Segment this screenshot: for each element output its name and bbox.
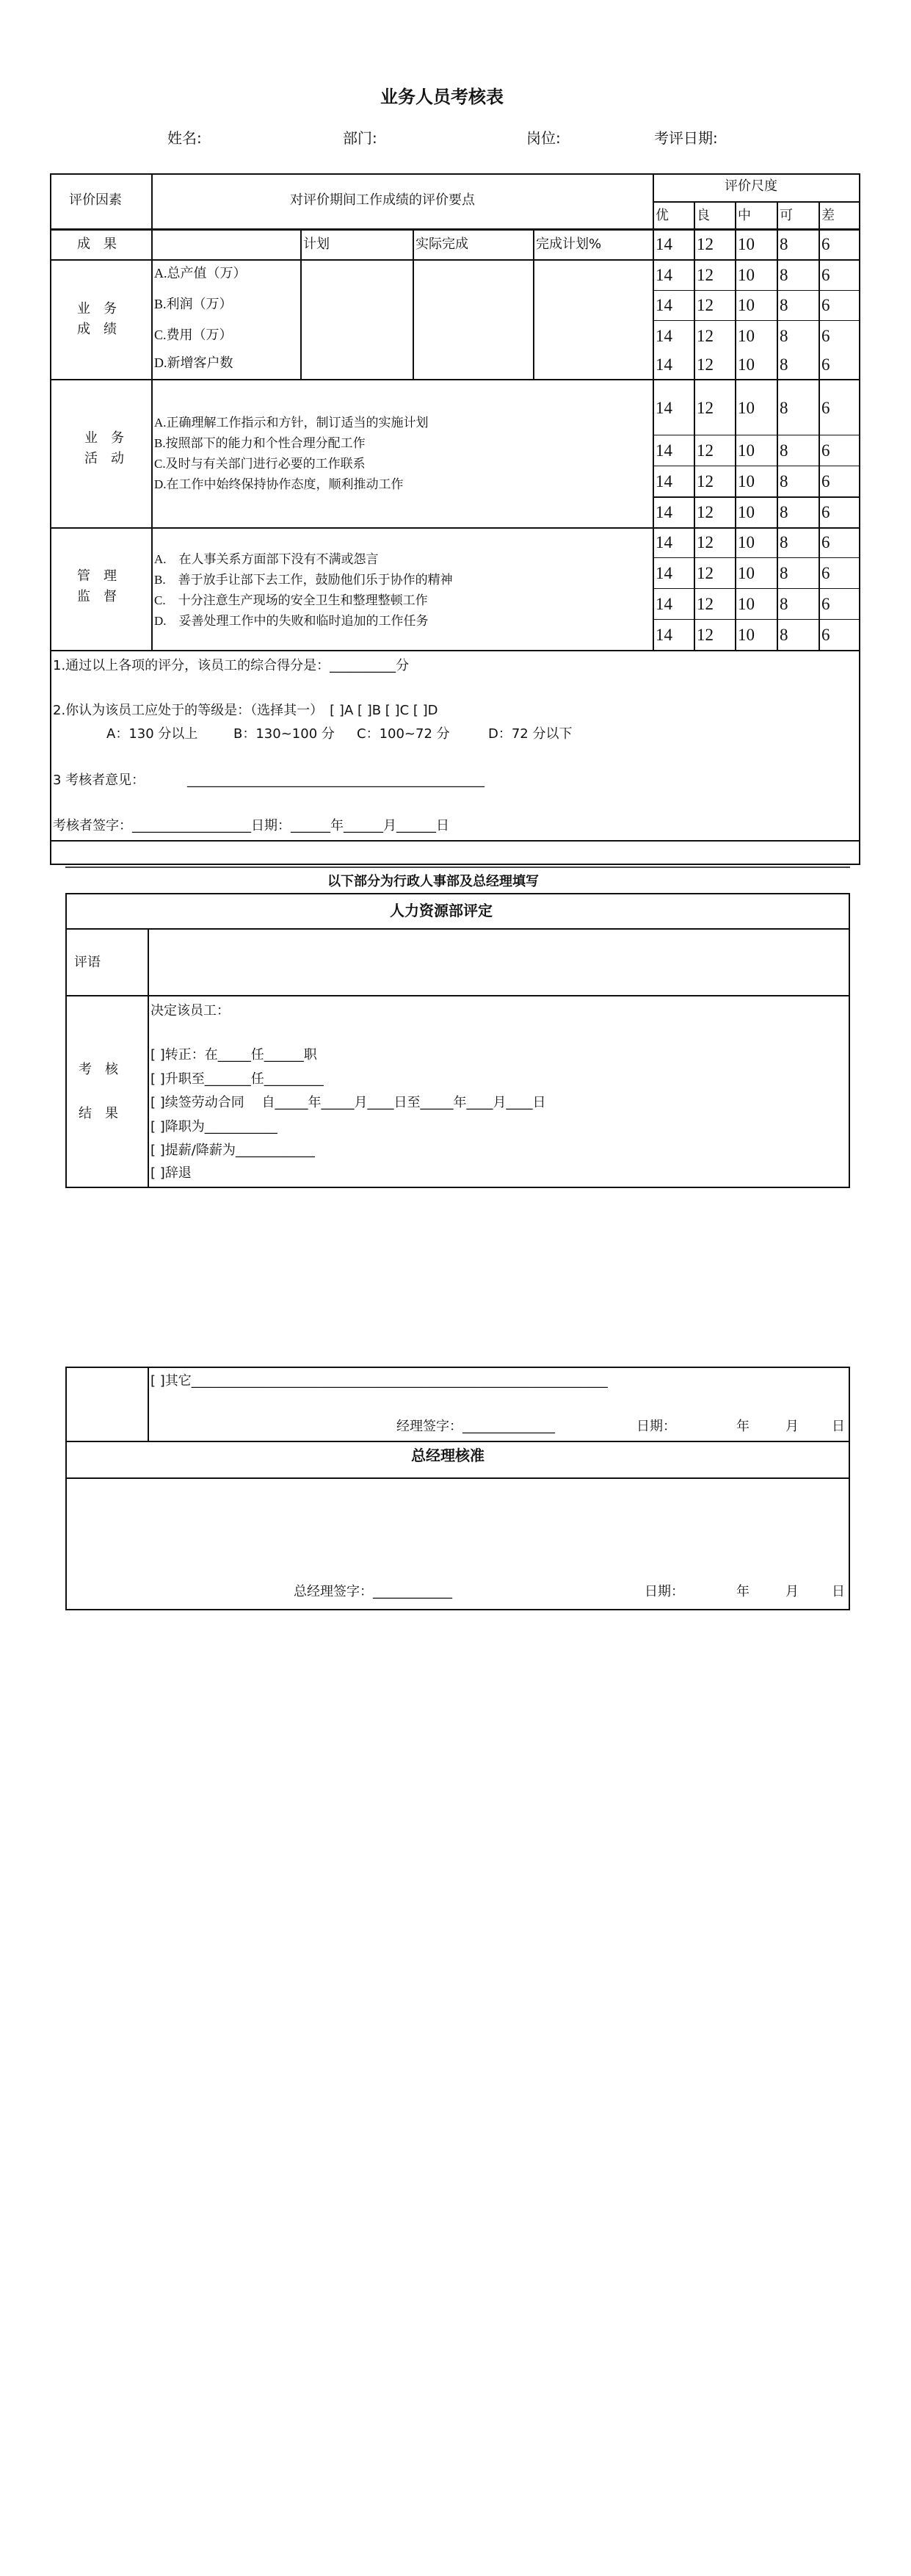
- score-cell[interactable]: 14: [656, 266, 672, 284]
- score-cell[interactable]: 6: [821, 533, 830, 551]
- score-cell[interactable]: 12: [697, 472, 714, 491]
- score-cell[interactable]: 14: [656, 503, 672, 521]
- scale-level-fair: 可: [780, 208, 793, 223]
- score-cell[interactable]: 12: [697, 564, 714, 582]
- grade-b-range: B：130~100 分: [233, 726, 335, 742]
- score-cell[interactable]: 14: [656, 472, 672, 491]
- management-item: A. 在人事关系方面部下没有不满或怨言: [154, 552, 379, 566]
- score-cell[interactable]: 10: [738, 626, 755, 644]
- performance-item: C.费用（万）: [154, 328, 233, 342]
- performance-item: B.利润（万）: [154, 297, 233, 311]
- header-factor: 评价因素: [69, 192, 122, 208]
- total-score-question[interactable]: 1.通过以上各项的评分，该员工的综合得分是：__________分: [53, 658, 410, 673]
- reviewer-opinion-field[interactable]: _____________________________________________: [187, 773, 484, 788]
- score-cell[interactable]: 6: [821, 355, 830, 374]
- score-cell[interactable]: 10: [738, 399, 755, 417]
- option-demote[interactable]: [ ]降职为___________: [150, 1119, 277, 1135]
- score-cell[interactable]: 10: [738, 472, 755, 491]
- performance-label-line2: 成 绩: [77, 322, 117, 337]
- page-title: 业务人员考核表: [380, 86, 504, 107]
- activity-item: A.正确理解工作指示和方针，制订适当的实施计划: [154, 416, 429, 430]
- reviewer-signature-line[interactable]: 考核者签字：__________________日期：______年______月______日: [53, 818, 449, 833]
- activity-item: C.及时与有关部门进行必要的工作联系: [154, 457, 366, 471]
- option-salary-change[interactable]: [ ]提薪/降薪为____________: [150, 1143, 315, 1158]
- manager-date-day: 日: [832, 1419, 845, 1434]
- manager-date-month: 月: [785, 1419, 799, 1434]
- score-cell[interactable]: 12: [697, 626, 714, 644]
- management-label-line2: 监 督: [77, 589, 117, 604]
- gm-date-label: 日期：: [645, 1584, 684, 1599]
- comment-label: 评语: [74, 955, 101, 970]
- name-label: 姓名:: [167, 129, 202, 147]
- score-cell[interactable]: 14: [656, 564, 672, 582]
- activity-item: B.按照部下的能力和个性合理分配工作: [154, 436, 366, 450]
- management-item: C. 十分注意生产现场的安全卫生和整理整顿工作: [154, 593, 428, 607]
- score-cell[interactable]: 14: [656, 533, 672, 551]
- management-label-line1: 管 理: [77, 568, 117, 584]
- score-cell[interactable]: 8: [780, 235, 788, 253]
- scale-level-poor: 差: [821, 208, 835, 223]
- header-scale: 评价尺度: [725, 178, 777, 194]
- result-label-line2: 结 果: [79, 1106, 118, 1121]
- gm-section-title: 总经理核准: [411, 1447, 484, 1464]
- score-cell[interactable]: 10: [738, 327, 755, 345]
- score-cell[interactable]: 14: [656, 626, 672, 644]
- option-confirm-regular[interactable]: [ ]转正：在_____任______职: [150, 1047, 317, 1063]
- gm-date-month: 月: [785, 1584, 799, 1599]
- comment-field[interactable]: [150, 931, 847, 994]
- score-cell[interactable]: 6: [821, 235, 830, 253]
- position-label: 岗位:: [526, 129, 561, 147]
- score-cell[interactable]: 14: [656, 595, 672, 613]
- score-cell[interactable]: 14: [656, 235, 672, 253]
- score-cell[interactable]: 12: [697, 399, 714, 417]
- score-cell[interactable]: 10: [738, 355, 755, 374]
- score-cell[interactable]: 8: [780, 355, 788, 374]
- score-cell[interactable]: 12: [697, 327, 714, 345]
- score-cell[interactable]: 6: [821, 399, 830, 417]
- header-evaluation-points: 对评价期间工作成绩的评价要点: [290, 192, 475, 208]
- scale-level-good: 良: [697, 208, 710, 223]
- score-cell[interactable]: 14: [656, 296, 672, 314]
- score-cell[interactable]: 8: [780, 503, 788, 521]
- score-cell[interactable]: 12: [697, 296, 714, 314]
- score-cell[interactable]: 12: [697, 266, 714, 284]
- score-cell[interactable]: 10: [738, 503, 755, 521]
- score-cell[interactable]: 6: [821, 441, 830, 460]
- score-cell[interactable]: 10: [738, 595, 755, 613]
- score-cell[interactable]: 10: [738, 564, 755, 582]
- scale-level-medium: 中: [738, 208, 751, 223]
- manager-date-label: 日期：: [636, 1419, 676, 1434]
- score-cell[interactable]: 10: [738, 235, 755, 253]
- score-cell[interactable]: 12: [697, 355, 714, 374]
- grade-c-range: C：100~72 分: [357, 726, 450, 742]
- management-item: B. 善于放手让部下去工作，鼓励他们乐于协作的精神: [154, 573, 453, 587]
- performance-item: A.总产值（万）: [154, 266, 247, 281]
- option-other[interactable]: [ ]其它_______________________________________________________________: [150, 1373, 608, 1389]
- result-label-line1: 考 核: [79, 1062, 118, 1077]
- percent-column-header: 完成计划%: [536, 236, 602, 252]
- performance-label-line1: 业 务: [77, 301, 117, 316]
- score-cell[interactable]: 6: [821, 595, 830, 613]
- review-date-label: 考评日期:: [654, 129, 718, 147]
- gm-approval-field[interactable]: [68, 1480, 847, 1576]
- score-cell[interactable]: 12: [697, 235, 714, 253]
- grade-d-range: D：72 分以下: [488, 726, 573, 742]
- option-renew-contract[interactable]: [ ]续签劳动合同 自_____年_____月____日至_____年____月____日: [150, 1095, 546, 1110]
- score-cell[interactable]: 14: [656, 441, 672, 460]
- score-cell[interactable]: 8: [780, 399, 788, 417]
- score-cell[interactable]: 8: [780, 441, 788, 460]
- score-cell[interactable]: 8: [780, 296, 788, 314]
- score-cell[interactable]: 14: [656, 355, 672, 374]
- plan-column-header: 计划: [303, 236, 330, 252]
- gm-date-day: 日: [832, 1584, 845, 1599]
- score-cell[interactable]: 6: [821, 626, 830, 644]
- score-cell[interactable]: 12: [697, 503, 714, 521]
- score-cell[interactable]: 6: [821, 564, 830, 582]
- score-cell[interactable]: 10: [738, 533, 755, 551]
- score-cell[interactable]: 8: [780, 595, 788, 613]
- score-cell[interactable]: 8: [780, 472, 788, 491]
- activity-item: D.在工作中始终保持协作态度，顺利推动工作: [154, 477, 404, 491]
- section-divider: [65, 866, 850, 868]
- score-cell[interactable]: 12: [697, 533, 714, 551]
- performance-item: D.新增客户数: [154, 355, 233, 370]
- score-cell[interactable]: 8: [780, 564, 788, 582]
- section-note: 以下部分为行政人事部及总经理填写: [327, 874, 539, 889]
- score-cell[interactable]: 6: [821, 266, 830, 284]
- score-cell[interactable]: 10: [738, 266, 755, 284]
- score-cell[interactable]: 14: [656, 399, 672, 417]
- score-cell[interactable]: 6: [821, 327, 830, 345]
- score-cell[interactable]: 8: [780, 266, 788, 284]
- result-row-label: 成 果: [77, 236, 117, 252]
- score-cell[interactable]: 6: [821, 503, 830, 521]
- score-cell[interactable]: 8: [780, 533, 788, 551]
- score-cell[interactable]: 12: [697, 595, 714, 613]
- activity-label-line2: 活 动: [84, 451, 124, 466]
- manager-date-year: 年: [736, 1419, 750, 1434]
- hr-section-title: 人力资源部评定: [390, 902, 493, 919]
- score-cell[interactable]: 12: [697, 441, 714, 460]
- score-cell[interactable]: 14: [656, 327, 672, 345]
- manager-signature[interactable]: 经理签字：______________: [396, 1419, 555, 1434]
- score-cell[interactable]: 10: [738, 441, 755, 460]
- reviewer-opinion-label: 3 考核者意见：: [53, 773, 145, 788]
- department-label: 部门:: [343, 129, 377, 147]
- option-dismiss[interactable]: [ ]辞退: [150, 1165, 192, 1181]
- gm-signature[interactable]: 总经理签字：____________: [294, 1584, 452, 1599]
- score-cell[interactable]: 6: [821, 472, 830, 491]
- score-cell[interactable]: 8: [780, 327, 788, 345]
- gm-date-year: 年: [736, 1584, 750, 1599]
- score-cell[interactable]: 8: [780, 626, 788, 644]
- score-cell[interactable]: 10: [738, 296, 755, 314]
- decision-label: 决定该员工：: [150, 1003, 230, 1019]
- scale-level-excellent: 优: [656, 208, 669, 223]
- actual-column-header: 实际完成: [415, 236, 468, 252]
- grade-a-range: A：130 分以上: [106, 726, 198, 742]
- management-item: D. 妥善处理工作中的失败和临时追加的工作任务: [154, 614, 429, 628]
- option-promote[interactable]: [ ]升职至_______任_________: [150, 1071, 324, 1087]
- activity-label-line1: 业 务: [84, 430, 124, 446]
- grade-question[interactable]: 2.你认为该员工应处于的等级是：（选择其一） [ ]A [ ]B [ ]C [ ]D: [53, 703, 438, 718]
- score-cell[interactable]: 6: [821, 296, 830, 314]
